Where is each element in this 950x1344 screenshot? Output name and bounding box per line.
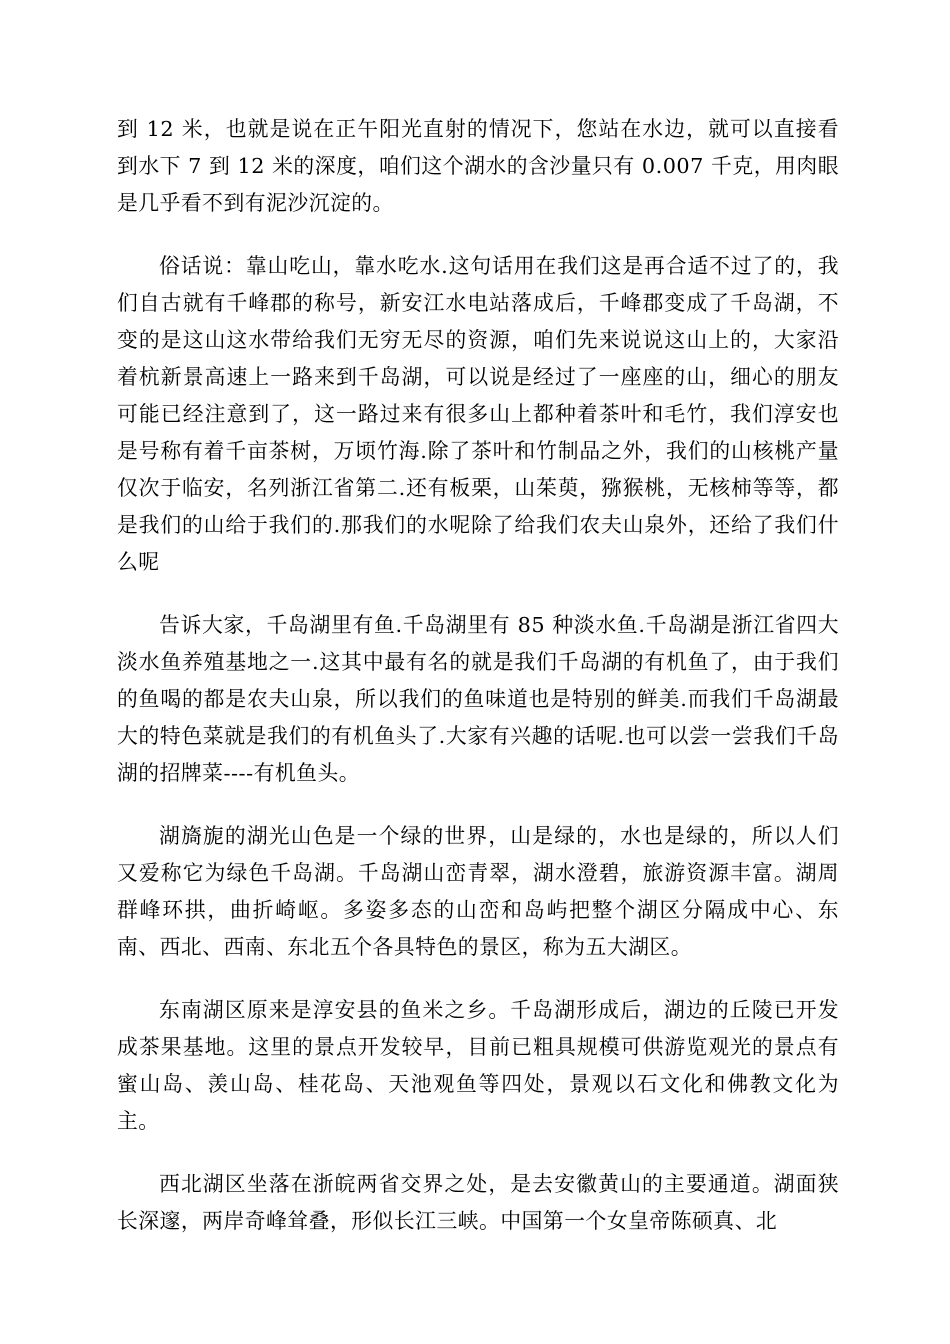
paragraph-green-lake: 湖旖旎的湖光山色是一个绿的世界，山是绿的，水也是绿的，所以人们又爱称它为绿色千岛湖。千岛湖山峦青翠，湖水澄碧，旅游资源丰富。湖周群峰环拱，曲折崎岖。多姿多态的山峦和岛屿把整个湖区分隔成中心、东南、西北、西南、东北五个各具特色的景区，称为五大湖区。: [117, 824, 839, 959]
paragraph-mountain-resources: 俗话说：靠山吃山，靠水吃水.这句话用在我们这是再合适不过了的，我们自古就有千峰郡的称号，新安江水电站落成后，千峰郡变成了千岛湖，不变的是这山这水带给我们无穷无尽的资源，咱们先来说说这山上的，大家沿着杭新景高速上一路来到千岛湖，可以说是经过了一座座的山，细心的朋友可能已经注意到了，这一路过来有很多山上都种着茶叶和毛竹，我们淳安也是号称有着千亩茶树，万顷竹海.除了茶叶和竹制品之外，我们的山核桃产量仅次于临安，名列浙江省第二.还有板栗，山茱萸，猕猴桃，无核柿等等，都是我们的山给于我们的.那我们的水呢除了给我们农夫山泉外，还给了我们什么呢: [117, 254, 839, 574]
paragraph-northwest-area: 西北湖区坐落在浙皖两省交界之处，是去安徽黄山的主要通道。湖面狭长深邃，两岸奇峰耸叠，形似长江三峡。中国第一个女皇帝陈硕真、北: [117, 1172, 839, 1233]
document-page: [117, 111, 839, 1266]
paragraph-fish: 告诉大家，千岛湖里有鱼.千岛湖里有 85 种淡水鱼.千岛湖是浙江省四大淡水鱼养殖基地之一.这其中最有名的就是我们千岛湖的有机鱼了，由于我们的鱼喝的都是农夫山泉，所以我们的鱼味道也是特别的鲜美.而我们千岛湖最大的特色菜就是我们的有机鱼头了.大家有兴趣的话呢.也可以尝一尝我们千岛湖的招牌菜----有机鱼头。: [117, 613, 839, 785]
paragraph-water-clarity: 到 12 米，也就是说在正午阳光直射的情况下，您站在水边，就可以直接看到水下 7 到 12 米的深度，咱们这个湖水的含沙量只有 0.007 千克，用肉眼是几乎看不到有泥沙沉淀的。: [117, 117, 839, 215]
paragraph-southeast-area: 东南湖区原来是淳安县的鱼米之乡。千岛湖形成后，湖边的丘陵已开发成茶果基地。这里的景点开发较早，目前已粗具规模可供游览观光的景点有蜜山岛、羡山岛、桂花岛、天池观鱼等四处，景观以石文化和佛教文化为主。: [117, 998, 839, 1133]
